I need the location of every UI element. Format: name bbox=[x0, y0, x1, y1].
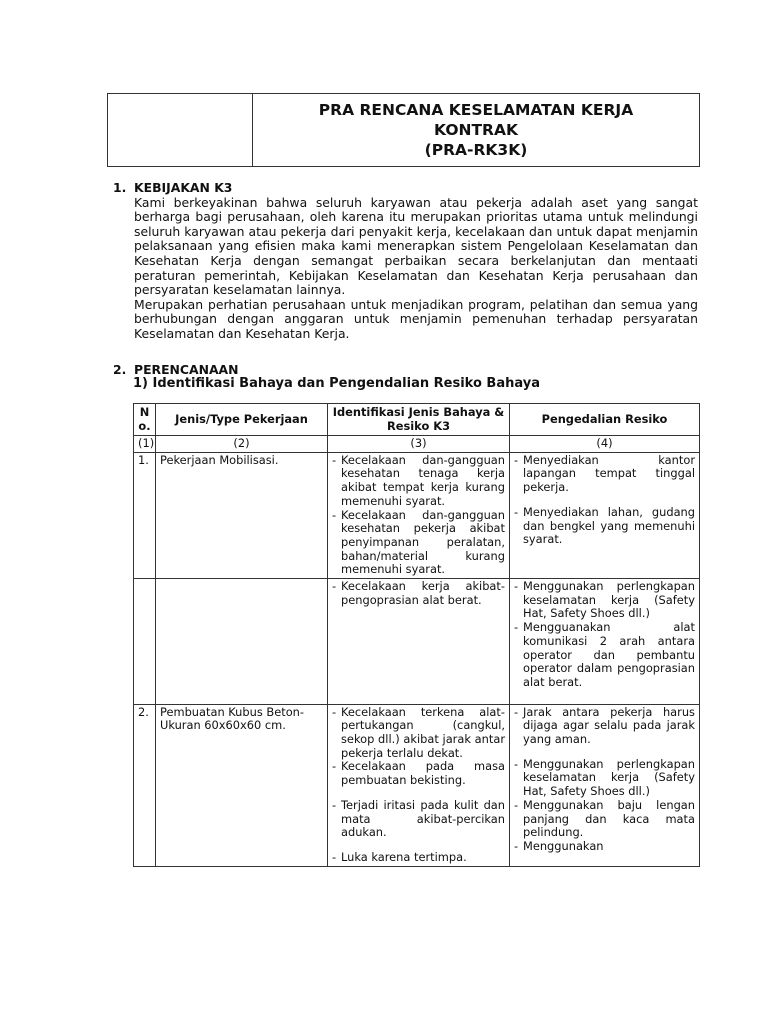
control-text: Menggunakan perlengkapan keselamatan kerja (Safety Hat, Safety Shoes dll.) bbox=[523, 579, 695, 621]
list-item: - Luka karena tertimpa. bbox=[332, 851, 505, 865]
row-number: 1. bbox=[134, 452, 156, 578]
control-text: Menyediakan kantor lapangan tempat tinggal pekerja. bbox=[523, 452, 695, 495]
table-row bbox=[134, 452, 700, 578]
control-text: Menggunakan bbox=[523, 838, 604, 853]
list-item: - Menggunakan perlengkapan keselamatan kerja (Safety Hat, Safety Shoes dll.) bbox=[514, 756, 695, 799]
list-item: - Kecelakaan terkena alat-pertukangan (cangkul, sekop dll.) akibat jarak antar pekerja terlalu dekat. bbox=[332, 704, 505, 760]
table-row bbox=[134, 704, 700, 866]
hazard-text: Kecelakaan dan-gangguan kesehatan pekerja akibat penyimpanan peralatan, bahan/material kurang memenuhi syarat. bbox=[341, 507, 505, 577]
row-number: 2. bbox=[134, 704, 156, 866]
table-cell: (3) bbox=[328, 436, 510, 453]
control-text: Menggunakan perlengkapan keselamatan kerja (Safety Hat, Safety Shoes dll.) bbox=[523, 756, 695, 799]
control-text: Mengguanakan alat komunikasi 2 arah antara operator dan pembantu operator dalam pengoprasian alat berat. bbox=[523, 620, 695, 689]
logo-placeholder bbox=[108, 94, 253, 166]
list-item: - Kecelakaan dan-gangguan kesehatan tenaga kerja akibat tempat kerja kurang memenuhi syarat. bbox=[332, 452, 505, 508]
list-item: - Kecelakaan kerja akibat-pengoprasian alat berat. bbox=[332, 579, 505, 607]
hazard-text: Luka karena tertimpa. bbox=[341, 849, 467, 864]
job-type: Pembuatan Kubus Beton-Ukuran 60x60x60 cm. bbox=[156, 704, 328, 866]
section-number: 2. bbox=[113, 362, 127, 377]
title-line-1: PRA RENCANA KESELAMATAN KERJA bbox=[318, 101, 634, 119]
list-item: - Menyediakan lahan, gudang dan bengkel yang memenuhi syarat. bbox=[514, 504, 695, 547]
hazard-text: Kecelakaan terkena alat-pertukangan (cangkul, sekop dll.) akibat jarak antar pekerja terlalu dekat. bbox=[341, 704, 505, 760]
column-header: N o. bbox=[134, 404, 156, 436]
hazard-text: Kecelakaan pada masa pembuatan bekisting. bbox=[341, 759, 505, 788]
hazard-cell bbox=[328, 452, 510, 578]
list-item: - Mengguanakan alat komunikasi 2 arah antara operator dan pembantu operator dalam pengoprasian alat berat. bbox=[514, 620, 695, 689]
document-title bbox=[253, 94, 699, 166]
table-cell: (4) bbox=[510, 436, 700, 453]
column-header: Pengedalian Resiko bbox=[510, 404, 700, 436]
control-text: Menggunakan baju lengan panjang dan kaca mata pelindung. bbox=[523, 797, 695, 840]
hazard-table bbox=[133, 403, 700, 867]
job-type bbox=[156, 579, 328, 705]
list-item: - Menyediakan kantor lapangan tempat tinggal pekerja. bbox=[514, 452, 695, 495]
subsection-title: 1) Identifikasi Bahaya dan Pengendalian Resiko Bahaya bbox=[133, 376, 540, 391]
table-index-row bbox=[134, 436, 700, 453]
hazard-cell bbox=[328, 579, 510, 705]
list-item: - Jarak antara pekerja harus dijaga agar selalu pada jarak yang aman. bbox=[514, 704, 695, 747]
control-cell bbox=[510, 452, 700, 578]
control-cell bbox=[510, 704, 700, 866]
paragraph: Merupakan perhatian perusahaan untuk menjadikan program, pelatihan dan semua yang berhubungan dengan anggaran untuk menjamin pemenuhan terhadap persyaratan Keselamatan dan Kesehatan Kerja. bbox=[134, 296, 698, 341]
paragraph: Kami berkeyakinan bahwa seluruh karyawan atau pekerja adalah aset yang sangat berharga bagi perusahaan, oleh karena itu merupakan prioritas utama untuk melindungi seluruh karyawan atau pekerja dari penyakit kerja, kecelakaan dan untuk dapat menjamin pelaksanaan yang efisien maka kami menerapkan sistem Pengelolaan Keselamatan dan Kesehatan Kerja dengan semangat perbaikan secara berkelanjutan dan mentaati peraturan pemerintah, Kebijakan Keselamatan dan Kesehatan Kerja perusahaan dan persyaratan keselamatan lainnya. bbox=[134, 194, 698, 298]
table-row bbox=[134, 579, 700, 705]
hazard-text: Terjadi iritasi pada kulit dan mata akibat-percikan adukan. bbox=[341, 797, 505, 840]
section-body bbox=[113, 196, 698, 342]
section-kebijakan bbox=[113, 181, 698, 342]
section-number: 1. bbox=[113, 180, 127, 195]
list-item: - Kecelakaan pada masa pembuatan bekisting. bbox=[332, 759, 505, 788]
section-title: KEBIJAKAN K3 bbox=[134, 180, 233, 195]
row-number bbox=[134, 579, 156, 705]
table-cell: (2) bbox=[156, 436, 328, 453]
control-text: Menyediakan lahan, gudang dan bengkel yang memenuhi syarat. bbox=[523, 504, 695, 547]
control-text: Jarak antara pekerja harus dijaga agar selalu pada jarak yang aman. bbox=[523, 704, 695, 747]
table-header-row bbox=[134, 404, 700, 436]
list-item: - Menggunakan baju lengan panjang dan kaca mata pelindung. bbox=[514, 797, 695, 840]
title-line-2: KONTRAK bbox=[434, 121, 518, 139]
hazard-text: Kecelakaan kerja akibat-pengoprasian alat berat. bbox=[341, 579, 505, 607]
title-line-3: (PRA-RK3K) bbox=[424, 141, 528, 159]
column-header: Identifikasi Jenis Bahaya & Resiko K3 bbox=[328, 404, 510, 436]
hazard-text: Kecelakaan dan-gangguan kesehatan tenaga kerja akibat tempat kerja kurang memenuhi syarat. bbox=[341, 452, 505, 508]
hazard-cell bbox=[328, 704, 510, 866]
column-header: Jenis/Type Pekerjaan bbox=[156, 404, 328, 436]
list-item: - Menggunakan bbox=[514, 840, 695, 854]
section-title: PERENCANAAN bbox=[134, 362, 239, 377]
table-cell: (1) bbox=[134, 436, 156, 453]
list-item: - Terjadi iritasi pada kulit dan mata akibat-percikan adukan. bbox=[332, 797, 505, 840]
section-heading bbox=[113, 181, 698, 196]
list-item: - Kecelakaan dan-gangguan kesehatan pekerja akibat penyimpanan peralatan, bahan/material kurang memenuhi syarat. bbox=[332, 507, 505, 577]
control-cell bbox=[510, 579, 700, 705]
job-type: Pekerjaan Mobilisasi. bbox=[156, 452, 328, 578]
list-item: - Menggunakan perlengkapan keselamatan kerja (Safety Hat, Safety Shoes dll.) bbox=[514, 579, 695, 621]
document-header bbox=[107, 93, 700, 167]
